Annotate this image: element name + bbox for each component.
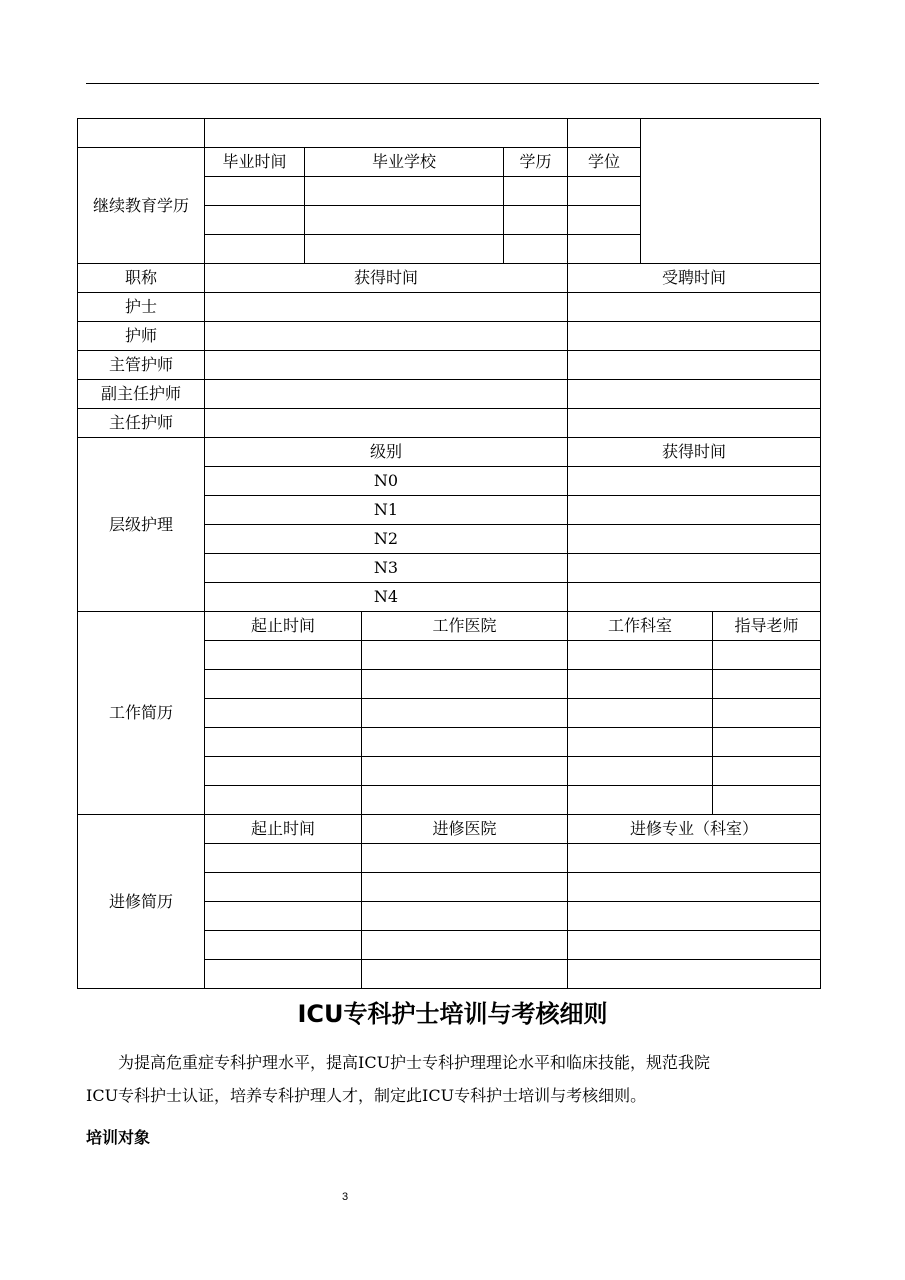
form-cell[interactable] xyxy=(568,409,821,438)
form-cell[interactable] xyxy=(205,873,362,902)
column-header: 职称 xyxy=(78,264,205,293)
column-header: 工作科室 xyxy=(568,612,713,641)
section-heading: 培训对象 xyxy=(86,1128,151,1147)
form-cell[interactable] xyxy=(78,119,205,148)
form-cell[interactable] xyxy=(568,351,821,380)
form-cell[interactable] xyxy=(504,235,568,264)
work-label: 工作简历 xyxy=(78,612,205,815)
form-cell[interactable] xyxy=(205,409,568,438)
column-header: 学历 xyxy=(504,148,568,177)
level-value: N3 xyxy=(205,554,568,583)
level-value: N1 xyxy=(205,496,568,525)
column-header: 进修医院 xyxy=(362,815,568,844)
form-cell[interactable] xyxy=(568,467,821,496)
column-header: 指导老师 xyxy=(713,612,821,641)
column-header: 进修专业（科室） xyxy=(568,815,821,844)
form-cell[interactable] xyxy=(205,380,568,409)
form-cell[interactable] xyxy=(362,757,568,786)
intro-paragraph xyxy=(86,1046,819,1112)
form-cell[interactable] xyxy=(568,177,641,206)
form-cell[interactable] xyxy=(205,670,362,699)
form-cell[interactable] xyxy=(568,902,821,931)
form-cell[interactable] xyxy=(713,641,821,670)
form-cell[interactable] xyxy=(205,844,362,873)
form-cell[interactable] xyxy=(362,670,568,699)
row-label: 护师 xyxy=(78,322,205,351)
column-header: 受聘时间 xyxy=(568,264,821,293)
page-number: 3 xyxy=(342,1191,349,1203)
form-cell[interactable] xyxy=(305,177,504,206)
form-cell[interactable] xyxy=(205,931,362,960)
form-cell[interactable] xyxy=(568,728,713,757)
table-row xyxy=(78,380,821,409)
form-cell[interactable] xyxy=(713,670,821,699)
form-cell[interactable] xyxy=(713,699,821,728)
column-header: 起止时间 xyxy=(205,612,362,641)
form-cell[interactable] xyxy=(205,786,362,815)
form-cell[interactable] xyxy=(205,177,305,206)
education-label: 继续教育学历 xyxy=(78,148,205,264)
form-cell[interactable] xyxy=(568,873,821,902)
form-cell[interactable] xyxy=(205,728,362,757)
form-cell[interactable] xyxy=(713,786,821,815)
form-cell[interactable] xyxy=(504,177,568,206)
table-row xyxy=(78,409,821,438)
training-label: 进修简历 xyxy=(78,815,205,989)
form-cell[interactable] xyxy=(568,380,821,409)
column-header: 学位 xyxy=(568,148,641,177)
form-cell[interactable] xyxy=(568,119,641,148)
column-header: 工作医院 xyxy=(362,612,568,641)
table-row xyxy=(78,322,821,351)
header-rule xyxy=(86,83,819,84)
column-header: 起止时间 xyxy=(205,815,362,844)
row-label: 副主任护师 xyxy=(78,380,205,409)
form-cell[interactable] xyxy=(362,873,568,902)
form-cell[interactable] xyxy=(568,554,821,583)
form-cell[interactable] xyxy=(362,931,568,960)
column-header: 毕业学校 xyxy=(305,148,504,177)
form-cell[interactable] xyxy=(568,960,821,989)
form-cell[interactable] xyxy=(205,206,305,235)
form-cell[interactable] xyxy=(205,757,362,786)
form-cell[interactable] xyxy=(205,641,362,670)
form-cell[interactable] xyxy=(568,670,713,699)
form-cell[interactable] xyxy=(568,786,713,815)
form-cell[interactable] xyxy=(362,960,568,989)
column-header: 获得时间 xyxy=(568,438,821,467)
form-cell[interactable] xyxy=(568,293,821,322)
form-cell[interactable] xyxy=(205,351,568,380)
form-cell[interactable] xyxy=(205,699,362,728)
column-header: 获得时间 xyxy=(205,264,568,293)
form-cell[interactable] xyxy=(205,902,362,931)
form-cell[interactable] xyxy=(568,525,821,554)
application-form-table xyxy=(77,118,821,989)
form-cell[interactable] xyxy=(568,322,821,351)
paragraph-line: 为提高危重症专科护理水平，提高ICU护士专科护理理论水平和临床技能，规范我院 xyxy=(118,1053,711,1072)
level-value: N0 xyxy=(205,467,568,496)
form-cell[interactable] xyxy=(504,206,568,235)
row-label: 主管护师 xyxy=(78,351,205,380)
form-cell[interactable] xyxy=(568,931,821,960)
form-cell[interactable] xyxy=(205,293,568,322)
table-row xyxy=(78,293,821,322)
form-cell[interactable] xyxy=(362,699,568,728)
table-row xyxy=(78,351,821,380)
form-cell[interactable] xyxy=(362,728,568,757)
form-cell[interactable] xyxy=(362,844,568,873)
form-cell[interactable] xyxy=(568,641,713,670)
form-cell[interactable] xyxy=(568,699,713,728)
row-label: 护士 xyxy=(78,293,205,322)
level-value: N2 xyxy=(205,525,568,554)
form-cell[interactable] xyxy=(305,235,504,264)
form-cell[interactable] xyxy=(362,786,568,815)
paragraph-line: ICU专科护士认证，培养专科护理人才，制定此ICU专科护士培训与考核细则。 xyxy=(86,1086,647,1105)
document-title: ICU专科护士培训与考核细则 xyxy=(297,1000,608,1028)
form-cell[interactable] xyxy=(568,235,641,264)
form-cell[interactable] xyxy=(568,496,821,525)
form-cell[interactable] xyxy=(305,206,504,235)
row-label: 主任护师 xyxy=(78,409,205,438)
form-cell[interactable] xyxy=(362,902,568,931)
form-cell[interactable] xyxy=(205,119,568,148)
form-cell[interactable] xyxy=(568,757,713,786)
column-header: 级别 xyxy=(205,438,568,467)
level-label: 层级护理 xyxy=(78,438,205,612)
form-cell[interactable] xyxy=(205,960,362,989)
form-cell[interactable] xyxy=(568,844,821,873)
photo-cell[interactable] xyxy=(641,119,821,264)
form-cell[interactable] xyxy=(568,583,821,612)
form-cell[interactable] xyxy=(713,757,821,786)
column-header: 毕业时间 xyxy=(205,148,305,177)
form-cell[interactable] xyxy=(362,641,568,670)
form-cell[interactable] xyxy=(713,728,821,757)
form-cell[interactable] xyxy=(568,206,641,235)
level-value: N4 xyxy=(205,583,568,612)
form-cell[interactable] xyxy=(205,322,568,351)
form-cell[interactable] xyxy=(205,235,305,264)
